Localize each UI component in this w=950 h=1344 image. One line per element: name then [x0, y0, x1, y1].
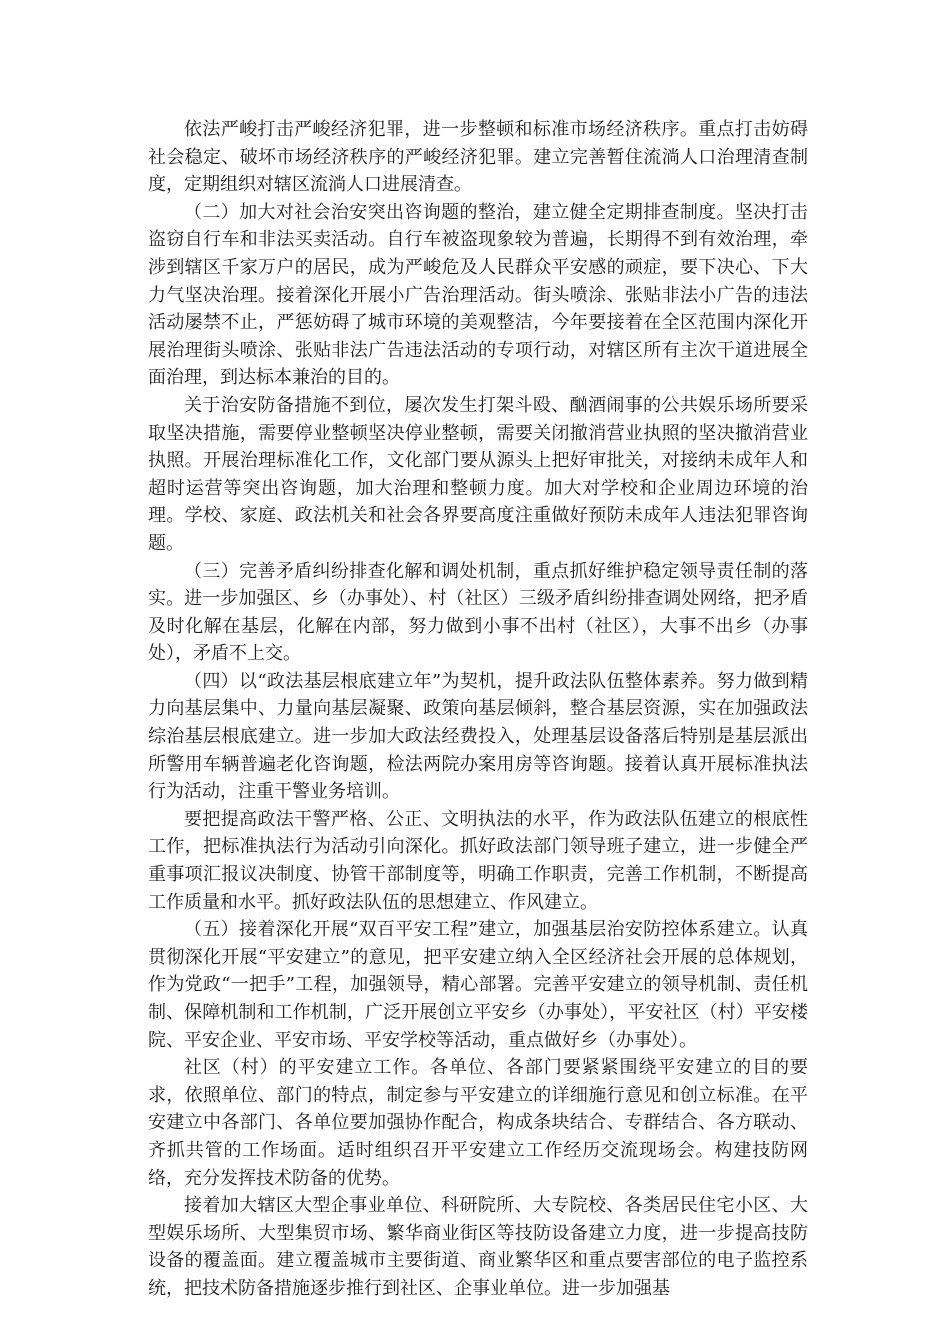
paragraph-5: （四）以“政法基层根底建立年”为契机，提升政法队伍整体素养。努力做到精力向基层集中、力量向基层凝聚、政策向基层倾斜，整合基层资源，实在加强政法综治基层根底建立。进一步加大政法经费投入，处理基层设备落后特别是基层派出所警用车辆普遍老化咨询题，检法两院办案用房等咨询题。接着认真开展标准执法行为活动，注重干警业务培训。	[148, 670, 808, 803]
paragraph-7: （五）接着深化开展“双百平安工程”建立，加强基层治安防控体系建立。认真贯彻深化开展“平安建立”的意见，把平安建立纳入全区经济社会开展的总体规划，作为党政“一把手”工程，加强领导，精心部署。完善平安建立的领导机制、责任机制、保障机制和工作机制，广泛开展创立平安乡（办事处），平安社区（村）平安楼院、平安企业、平安市场、平安学校等活动，重点做好乡（办事处）。	[148, 919, 808, 1051]
paragraph-3: 关于治安防备措施不到位，屡次发生打架斗殴、酗酒闹事的公共娱乐场所要采取坚决措施，需要停业整顿坚决停业整顿，需要关闭撤消营业执照的坚决撤消营业执照。开展治理标准化工作，文化部门要从源头上把好审批关，对接纳未成年人和超时运营等突出咨询题，加大治理和整顿力度。加大对学校和企业周边环境的治理。学校、家庭、政法机关和社会各界要高度注重做好预防未成年人违法犯罪咨询题。	[148, 394, 808, 554]
paragraph-8: 社区（村）的平安建立工作。各单位、各部门要紧紧围绕平安建立的目的要求，依照单位、部门的特点，制定参与平安建立的详细施行意见和创立标准。在平安建立中各部门、各单位要加强协作配合，构成条块结合、专群结合、各方联动、齐抓共管的工作场面。适时组织召开平安建立工作经历交流现场会。构建技防网络，充分发挥技术防备的优势。	[148, 1057, 808, 1189]
paragraph-4: （三）完善矛盾纠纷排查化解和调处机制，重点抓好维护稳定领导责任制的落实。进一步加强区、乡（办事处）、村（社区）三级矛盾纠纷排查调处网络，把矛盾及时化解在基层，化解在内部，努力做到小事不出村（社区），大事不出乡（办事处），矛盾不上交。	[148, 560, 808, 665]
paragraph-1: 依法严峻打击严峻经济犯罪，进一步整顿和标准市场经济秩序。重点打击妨碍社会稳定、破坏市场经济秩序的严峻经济犯罪。建立完善暂住流淌人口治理清查制度，定期组织对辖区流淌人口进展清查。	[148, 119, 808, 196]
document-body	[148, 116, 808, 1303]
paragraph-6: 要把提高政法干警严格、公正、文明执法的水平，作为政法队伍建立的根底性工作，把标准执法行为活动引向深化。抓好政法部门领导班子建立，进一步健全严重事项汇报议决制度、协管干部制度等，明确工作职责，完善工作机制，不断提高工作质量和水平。抓好政法队伍的思想建立、作风建立。	[148, 808, 808, 913]
paragraph-2: （二）加大对社会治安突出咨询题的整治，建立健全定期排查制度。坚决打击盗窃自行车和非法买卖活动。自行车被盗现象较为普遍，长期得不到有效治理，牵涉到辖区千家万户的居民，成为严峻危及人民群众平安感的顽症，要下决心、下大力气坚决治理。接着深化开展小广告治理活动。街头喷涂、张贴非法小广告的违法活动屡禁不止，严惩妨碍了城市环境的美观整洁，今年要接着在全区范围内深化开展治理街头喷涂、张贴非法广告违法活动的专项行动，对辖区所有主次干道进展全面治理，到达标本兼治的目的。	[148, 201, 808, 389]
paragraph-9: 接着加大辖区大型企事业单位、科研院所、大专院校、各类居民住宅小区、大型娱乐场所、大型集贸市场、繁华商业街区等技防设备建立力度，进一步提高技防设备的覆盖面。建立覆盖城市主要街道、商业繁华区和重点要害部位的电子监控系统，把技术防备措施逐步推行到社区、企事业单位。进一步加强基	[148, 1195, 808, 1299]
